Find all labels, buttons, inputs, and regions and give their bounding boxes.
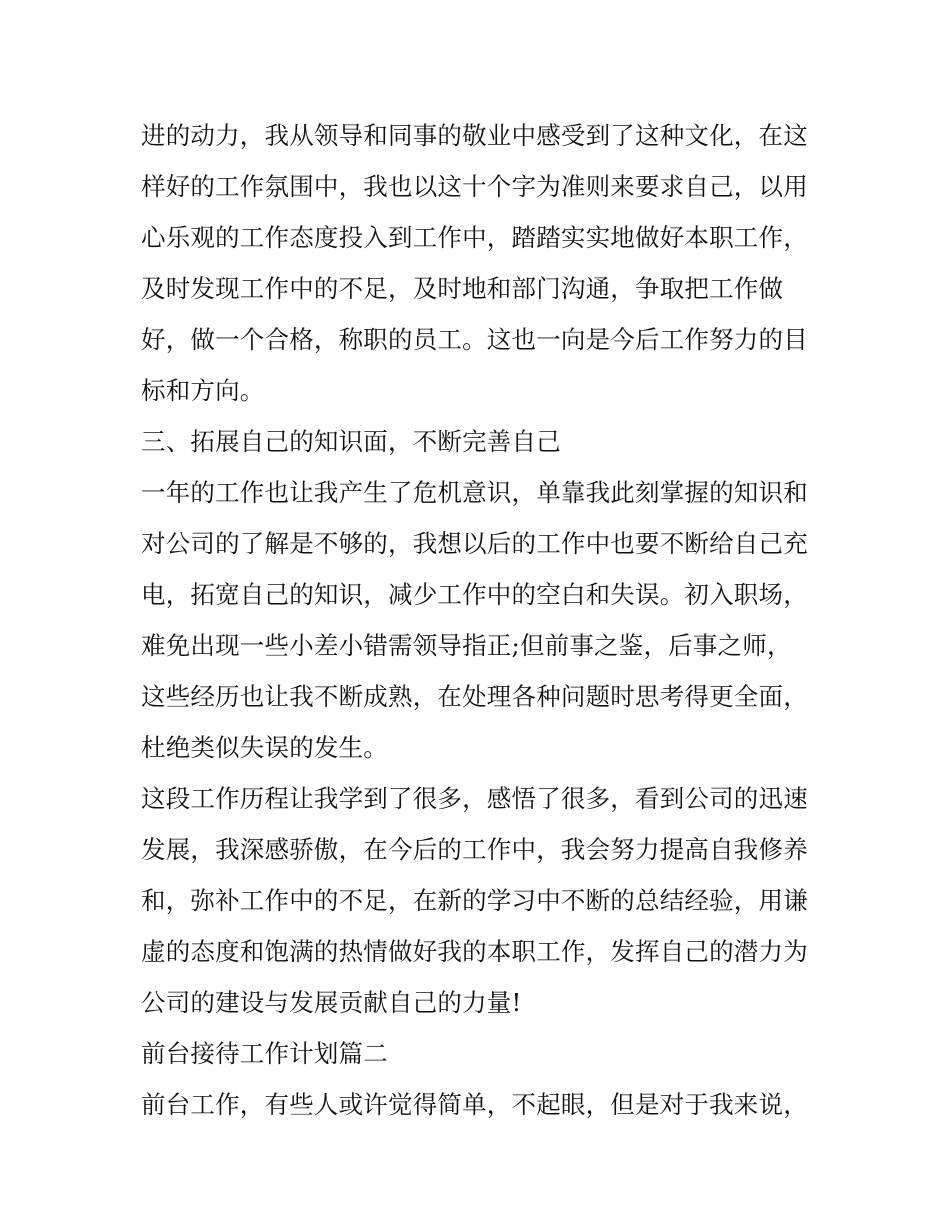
text-line: 虚的态度和饱满的热情做好我的本职工作，发挥自己的潜力为: [141, 937, 808, 966]
text-line: 发展，我深感骄傲，在今后的工作中，我会努力提高自我修养: [141, 835, 808, 864]
section-heading: 前台接待工作计划篇二: [141, 1039, 388, 1068]
section-heading: 三、拓展自己的知识面，不断完善自己: [141, 427, 561, 456]
document-body: [141, 110, 821, 1130]
text-line: 心乐观的工作态度投入到工作中，踏踏实实地做好本职工作，: [141, 223, 808, 252]
text-line: 好，做一个合格，称职的员工。这也一向是今后工作努力的目: [141, 325, 808, 354]
text-line: 和，弥补工作中的不足，在新的学习中不断的总结经验，用谦: [141, 886, 808, 915]
text-line: 一年的工作也让我产生了危机意识，单靠我此刻掌握的知识和: [141, 478, 808, 507]
text-line: 及时发现工作中的不足，及时地和部门沟通，争取把工作做: [141, 274, 784, 303]
text-line: 样好的工作氛围中，我也以这十个字为准则来要求自己，以用: [141, 172, 808, 201]
text-line: 前台工作，有些人或许觉得简单，不起眼，但是对于我来说，: [141, 1090, 808, 1119]
text-line: 公司的建设与发展贡献自己的力量!: [141, 988, 522, 1017]
text-line: 电，拓宽自己的知识，减少工作中的空白和失误。初入职场，: [141, 580, 808, 609]
text-line: 杜绝类似失误的发生。: [141, 733, 388, 762]
text-line: 进的动力，我从领导和同事的敬业中感受到了这种文化，在这: [141, 121, 808, 150]
text-line: 标和方向。: [141, 376, 265, 405]
text-line: 这些经历也让我不断成熟，在处理各种问题时思考得更全面，: [141, 682, 808, 711]
text-line: 对公司的了解是不够的，我想以后的工作中也要不断给自己充: [141, 529, 808, 558]
text-line: 这段工作历程让我学到了很多，感悟了很多，看到公司的迅速: [141, 784, 808, 813]
text-line: 难免出现一些小差小错需领导指正;但前事之鉴，后事之师，: [141, 631, 792, 660]
